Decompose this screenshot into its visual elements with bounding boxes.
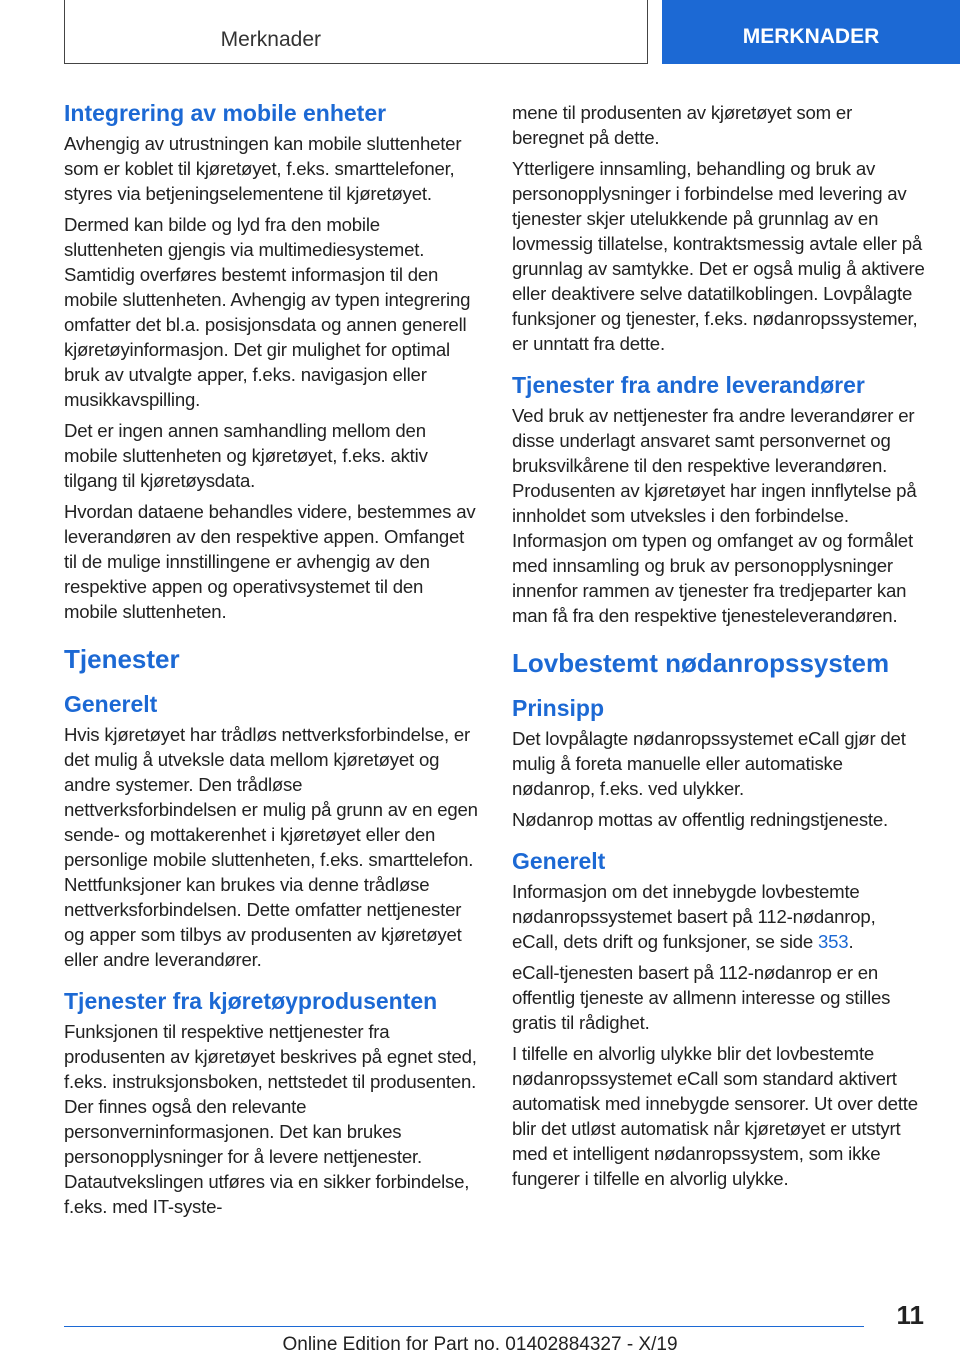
paragraph: mene til produsenten av kjøretøyet som er beregnet på dette. (512, 102, 853, 148)
header-section-title: Merknader (220, 28, 321, 51)
heading-lovbestemt: Lovbestemt nødanropssystem (512, 648, 890, 678)
paragraph: Det er ingen annen samhandling mellom den mobile sluttenheten og kjøretøyet, f.eks. aktiv tilgang til kjøretøysdata. (64, 420, 428, 491)
paragraph-text: Informasjon om det innebygde lovbestemte nødanropssystemet basert på 112-nødanrop, eCall, dets drift og funksjoner, se side (512, 881, 876, 952)
paragraph: Ytterligere innsamling, behandling og bruk av personopplysninger i forbindelse med levering av tjenester skjer utelukkende på grunnlag av en lovmessig tillatelse, kontraktsmessig avtale eller på grunnlag av samtykke. Det er også mulig å aktivere eller deaktivere selve datatilkoblingen. Lovpålagte funksjoner og tjenester, f.eks. nødanropssystemer, er unntatt fra dette. (512, 158, 925, 354)
paragraph: I tilfelle en alvorlig ulykke blir det lovbestemte nødanropssystemet eCall som standard aktivert automatisk med innebygde sensorer. Ut over dette blir det utløst automatisk når kjøretøyet er utstyrt med et intelligent nødanropssystem, som ikke fungerer i tilfelle en alvorlig ulykke. (512, 1043, 918, 1189)
paragraph: Hvordan dataene behandles videre, bestemmes av leverandøren av den respektive appen. Omfanget til de mulige innstillingene er avhengig av den respektive appen og operativsystemet til den mobile sluttenheten. (64, 501, 476, 622)
header-chapter-tab[interactable]: MERKNADER (662, 0, 960, 64)
right-column (512, 100, 926, 1197)
heading-andre-leverandorer: Tjenester fra andre leverandører (512, 372, 865, 398)
paragraph: Avhengig av utrustningen kan mobile sluttenheter som er koblet til kjøretøyet, f.eks. smarttelefoner, styres via betjeningselementene til kjøretøyet. (64, 133, 462, 204)
paragraph: Nødanrop mottas av offentlig redningstjeneste. (512, 809, 888, 830)
paragraph: Ved bruk av nettjenester fra andre leverandører er disse underlagt ansvaret samt personvernet og bruksvilkårene til den respektive leverandøren. Produsenten av kjøretøyet har ingen innflytelse på innholdet som utveksles i den forbindelse. Informasjon om typen og omfanget av og formålet med innsamling og bruk av personopplysninger innenfor rammen av tjenester fra tredjeparter kan man få fra den respektive tjenesteleverandøren. (512, 405, 917, 626)
heading-integrering: Integrering av mobile enheter (64, 100, 387, 126)
paragraph: eCall-tjenesten basert på 112-nødanrop er en offentlig tjeneste av allmenn interesse og stilles gratis til rådighet. (512, 962, 891, 1033)
heading-produsenten: Tjenester fra kjøretøyprodusenten (64, 988, 438, 1014)
heading-generelt: Generelt (64, 691, 158, 717)
page-reference-link[interactable]: 353 (818, 931, 849, 952)
footer-edition: Online Edition for Part no. 01402884327 - X/19 (282, 1334, 678, 1355)
paragraph: Det lovpålagte nødanropssystemet eCall gjør det mulig å foreta manuelle eller automatiske nødanrop, f.eks. ved ulykker. (512, 728, 906, 799)
header-frame (64, 0, 648, 64)
paragraph: Dermed kan bilde og lyd fra den mobile sluttenheten gjengis via multimediesystemet. Samtidig overføres bestemt informasjon til den mobile sluttenheten. Avhengig av typen integrering omfatter det bl.a. posisjonsdata og annen generell kjøretøyinformasjon. Det gir mulighet for optimal bruk av utvalgte apper, f.eks. navigasjon eller musikkavspilling. (64, 214, 471, 410)
left-column (64, 100, 478, 1225)
footer-divider (64, 1326, 864, 1327)
page-number: 11 (896, 1300, 924, 1330)
paragraph: Hvis kjøretøyet har trådløs nettverksforbindelse, er det mulig å utveksle data mellom kjøretøyet og andre systemer. Den trådløse nettverksforbindelsen er mulig på grunn av en egen sende- og mottakerenhet i kjøretøyet eller den personlige mobile sluttenheten, f.eks. smarttelefon. Nettfunksjoner kan brukes via denne trådløse nettverksforbindelsen. Dette omfatter nettjenester og apper som tilbys av produsenten av kjøretøyet eller andre leverandører. (64, 724, 478, 970)
heading-generelt-2: Generelt (512, 848, 606, 874)
paragraph-with-link (512, 879, 926, 954)
paragraph-text-end: . (848, 931, 854, 952)
paragraph: Funksjonen til respektive nettjenester fra produsenten av kjøretøyet beskrives på egnet sted, f.eks. instruksjonsboken, nettstedet til produsenten. Der finnes også den relevante personverninformasjonen. Det kan brukes personopplysninger for å levere nettjenester. Datautvekslingen utføres via en sikker forbindelse, f.eks. med IT-syste- (64, 1021, 477, 1217)
heading-prinsipp: Prinsipp (512, 695, 605, 721)
heading-tjenester: Tjenester (64, 644, 180, 674)
